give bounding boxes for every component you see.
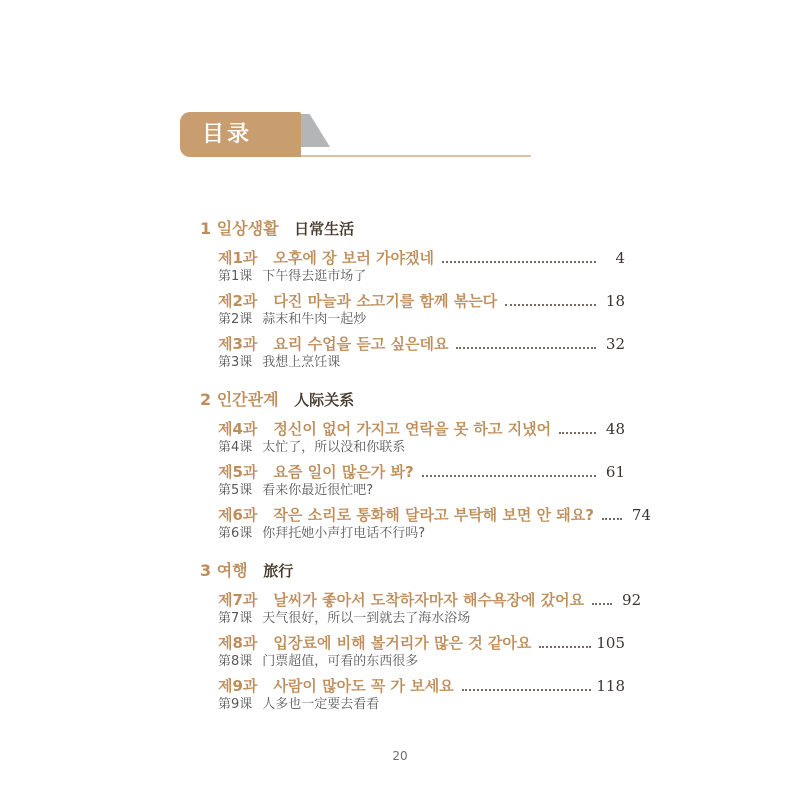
lesson-number-chinese: 第4课 — [218, 440, 253, 455]
section-number: 1 — [200, 219, 212, 238]
lesson-number-chinese: 第5课 — [218, 483, 253, 498]
lesson-title-korean: 오후에 장 보러 가야겠네 — [273, 249, 434, 267]
lesson-chinese-row — [218, 268, 625, 285]
lesson-number-korean: 제9과 — [218, 677, 258, 695]
lesson-number-korean: 제2과 — [218, 292, 258, 310]
toc-entry-lesson-2 — [200, 292, 625, 328]
lesson-title-korean: 날씨가 좋아서 도착하자마자 해수욕장에 갔어요 — [273, 591, 585, 609]
lesson-number-chinese: 第1课 — [218, 269, 253, 284]
lesson-chinese-row — [218, 439, 625, 456]
dot-leader — [442, 261, 596, 263]
toc-entry-lesson-5 — [200, 463, 625, 499]
lesson-title-korean: 사람이 많아도 꼭 가 보세요 — [273, 677, 454, 695]
dot-leader — [539, 646, 591, 648]
lesson-korean-row — [218, 591, 642, 610]
lesson-title-korean: 입장료에 비해 볼거리가 많은 것 같아요 — [273, 634, 532, 652]
toc-header-tab — [180, 112, 301, 157]
lesson-chinese-row — [218, 653, 625, 670]
section-daily-life — [200, 219, 625, 371]
toc-entry-lesson-4 — [200, 420, 625, 456]
lesson-chinese-row — [218, 311, 625, 328]
dot-leader — [505, 304, 596, 306]
section-title — [200, 219, 625, 239]
lesson-number-chinese: 第6课 — [218, 526, 253, 541]
lesson-title-korean: 다진 마늘과 소고기를 함께 볶는다 — [273, 292, 498, 310]
lesson-chinese-row — [218, 696, 625, 713]
lesson-title-korean: 요즘 일이 많은가 봐? — [273, 463, 414, 481]
lesson-chinese-row — [218, 610, 625, 627]
lesson-title-chinese: 人多也一定要去看看 — [262, 697, 380, 712]
lesson-page-number: 48 — [605, 420, 625, 438]
lesson-page-number: 32 — [605, 335, 625, 353]
lesson-chinese-row — [218, 354, 625, 371]
lesson-number-korean: 제6과 — [218, 506, 258, 524]
lesson-title-chinese: 看来你最近很忙吧? — [262, 483, 374, 498]
section-title-korean: 인간관계 — [216, 390, 279, 409]
lesson-page-number: 118 — [596, 677, 625, 695]
section-title-chinese: 人际关系 — [294, 391, 355, 409]
page-fold-decoration-icon — [300, 114, 330, 147]
section-title — [200, 561, 625, 581]
dot-leader — [592, 603, 612, 605]
toc-entry-lesson-1 — [200, 249, 625, 285]
lesson-title-korean: 정신이 없어 가지고 연락을 못 하고 지냈어 — [273, 420, 552, 438]
dot-leader — [462, 689, 592, 691]
toc-entry-lesson-3 — [200, 335, 625, 371]
header-rule — [300, 155, 531, 157]
section-title — [200, 390, 625, 410]
section-title-chinese: 旅行 — [263, 562, 294, 580]
section-travel — [200, 561, 642, 713]
lesson-korean-row — [218, 335, 625, 354]
section-title-chinese: 日常生活 — [294, 220, 355, 238]
lesson-page-number: 18 — [605, 292, 625, 310]
lesson-number-korean: 제8과 — [218, 634, 258, 652]
dot-leader — [456, 347, 596, 349]
section-number: 3 — [200, 561, 212, 580]
toc-entry-lesson-8 — [200, 634, 625, 670]
lesson-number-korean: 제5과 — [218, 463, 258, 481]
lesson-chinese-row — [218, 482, 625, 499]
lesson-korean-row — [218, 463, 625, 482]
lesson-korean-row — [218, 420, 625, 439]
lesson-number-chinese: 第8课 — [218, 654, 253, 669]
lesson-page-number: 4 — [615, 249, 625, 267]
lesson-chinese-row — [218, 525, 625, 542]
lesson-number-chinese: 第9课 — [218, 697, 253, 712]
lesson-korean-row — [218, 506, 651, 525]
lesson-title-chinese: 我想上烹饪课 — [262, 355, 341, 370]
lesson-number-korean: 제1과 — [218, 249, 258, 267]
toc-content — [200, 219, 651, 732]
toc-entry-lesson-6 — [200, 506, 651, 542]
lesson-number-chinese: 第7课 — [218, 611, 253, 626]
lesson-title-korean: 요리 수업을 듣고 싶은데요 — [273, 335, 449, 353]
lesson-korean-row — [218, 292, 625, 311]
dot-leader — [422, 475, 596, 477]
section-number: 2 — [200, 390, 212, 409]
toc-entry-lesson-7 — [200, 591, 642, 627]
lesson-number-chinese: 第3课 — [218, 355, 253, 370]
lesson-number-chinese: 第2课 — [218, 312, 253, 327]
lesson-korean-row — [218, 677, 625, 696]
lesson-title-chinese: 下午得去逛市场了 — [262, 269, 367, 284]
dot-leader — [559, 432, 596, 434]
lesson-number-korean: 제3과 — [218, 335, 258, 353]
dot-leader — [602, 518, 622, 520]
section-title-korean: 여행 — [216, 561, 248, 580]
lesson-title-chinese: 蒜末和牛肉一起炒 — [262, 312, 367, 327]
lesson-title-chinese: 天气很好，所以一到就去了海水浴场 — [262, 611, 471, 626]
lesson-number-korean: 제7과 — [218, 591, 258, 609]
toc-title: 目录 — [202, 122, 253, 147]
lesson-page-number: 105 — [596, 634, 625, 652]
lesson-number-korean: 제4과 — [218, 420, 258, 438]
lesson-page-number: 74 — [631, 506, 651, 524]
lesson-title-chinese: 门票超值，可看的东西很多 — [262, 654, 419, 669]
lesson-title-korean: 작은 소리로 통화해 달라고 부탁해 보면 안 돼요? — [273, 506, 594, 524]
lesson-title-chinese: 太忙了，所以没和你联系 — [262, 440, 406, 455]
section-relationships — [200, 390, 651, 542]
lesson-korean-row — [218, 634, 625, 653]
lesson-page-number: 92 — [622, 591, 642, 609]
lesson-title-chinese: 你拜托她小声打电话不行吗? — [262, 526, 426, 541]
page-number: 20 — [392, 749, 408, 763]
section-title-korean: 일상생활 — [216, 219, 279, 238]
lesson-korean-row — [218, 249, 625, 268]
toc-entry-lesson-9 — [200, 677, 625, 713]
lesson-page-number: 61 — [605, 463, 625, 481]
